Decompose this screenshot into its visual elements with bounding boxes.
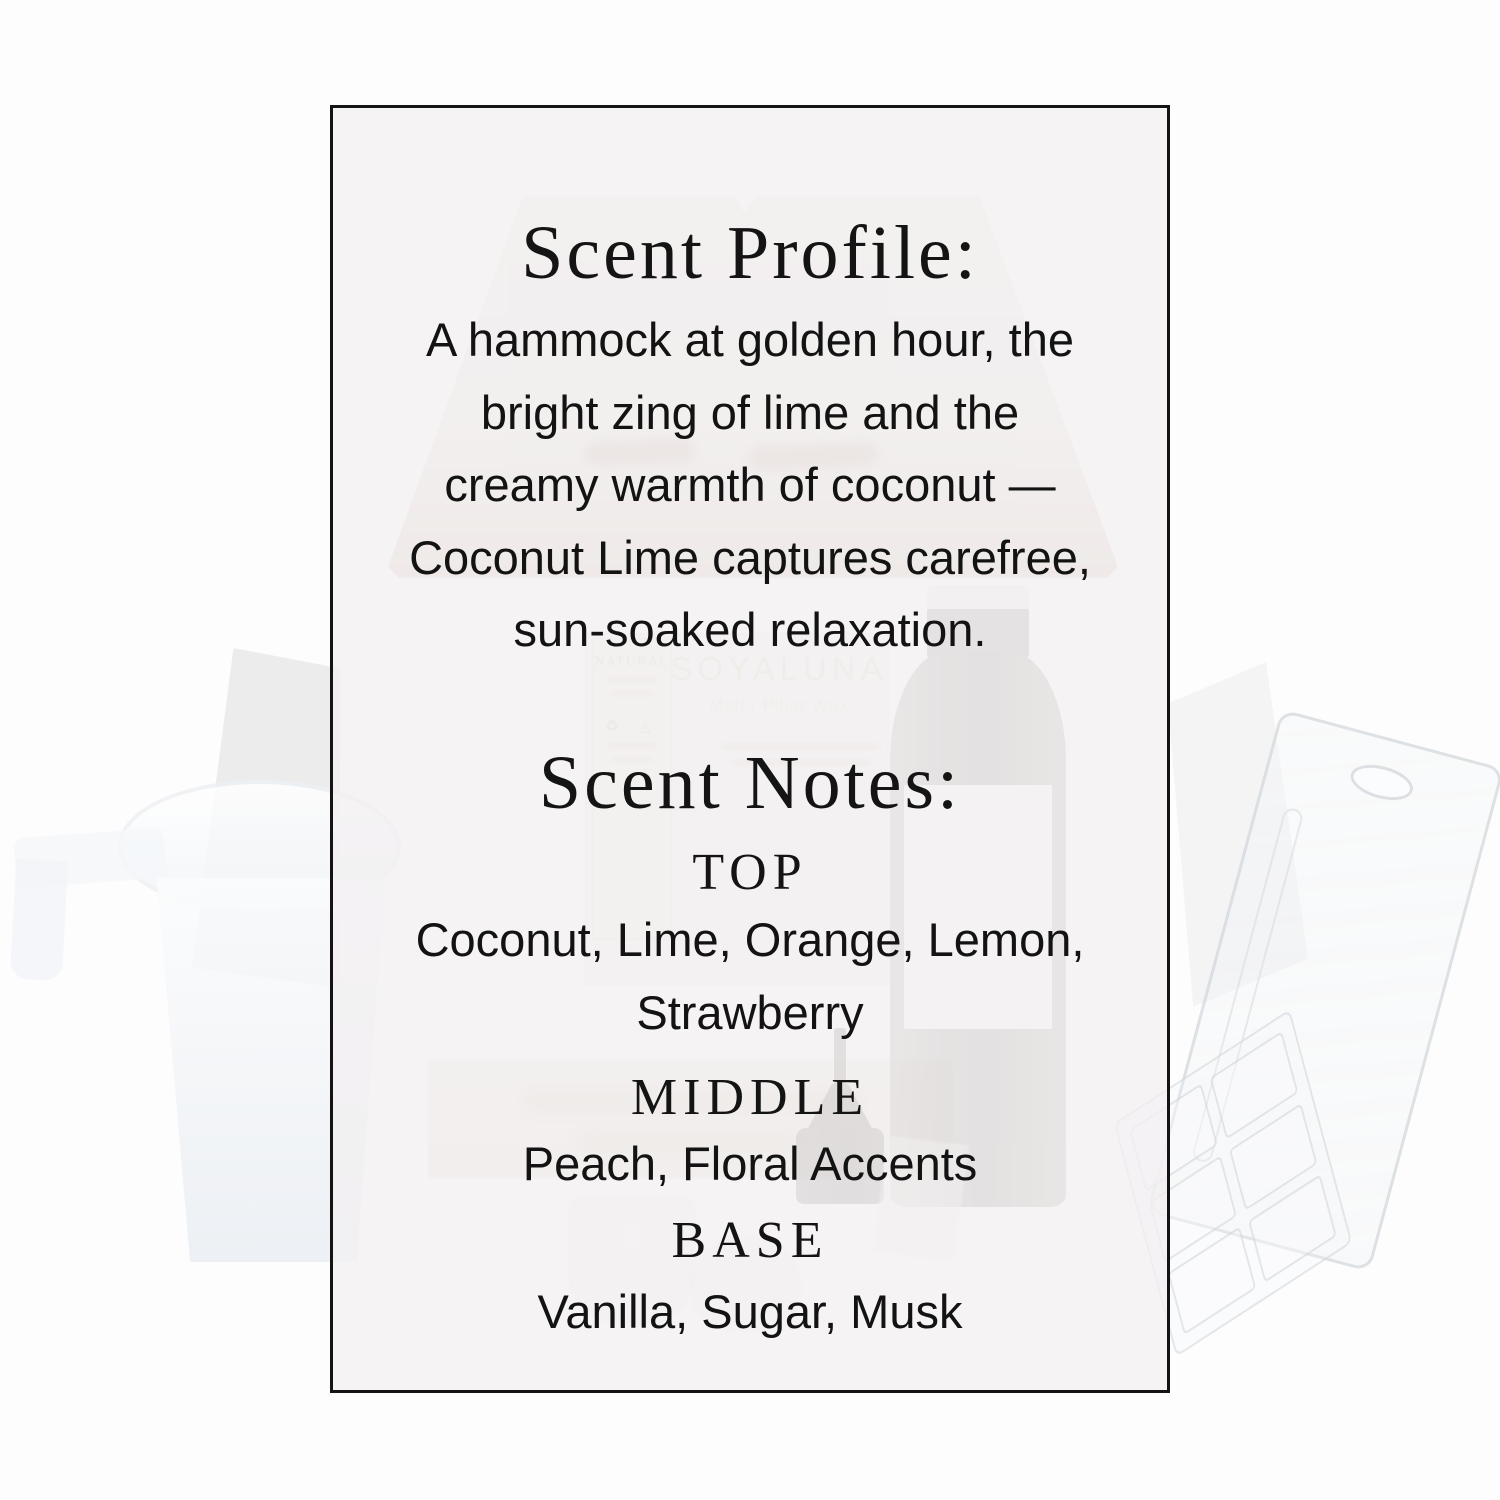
scent-notes-heading: Scent Notes: (538, 741, 962, 825)
ingredients-line: Strawberry (636, 986, 864, 1039)
note-level-top: TOP (692, 844, 808, 901)
scent-profile-description (333, 304, 1167, 667)
ingredients-line: Coconut, Lime, Orange, Lemon, (415, 913, 1085, 966)
measuring-cup-handle (10, 859, 68, 982)
note-ingredients-top (333, 903, 1167, 1049)
profile-line: sun-soaked relaxation. (513, 603, 987, 656)
hang-hole (1346, 759, 1416, 806)
profile-line: A hammock at golden hour, the (426, 313, 1074, 366)
ingredients-line: Vanilla, Sugar, Musk (537, 1285, 963, 1338)
note-ingredients-middle (333, 1127, 1167, 1200)
scent-profile-heading: Scent Profile: (521, 211, 979, 295)
scent-card (330, 105, 1170, 1393)
note-level-base: BASE (671, 1212, 829, 1269)
ingredients-line: Peach, Floral Accents (522, 1137, 978, 1190)
profile-line: bright zing of lime and the (480, 385, 1020, 439)
profile-line: creamy warmth of coconut — (444, 458, 1056, 511)
profile-line: Coconut Lime captures carefree, (409, 530, 1091, 584)
note-ingredients-base (333, 1275, 1167, 1348)
note-level-middle: MIDDLE (630, 1069, 870, 1126)
